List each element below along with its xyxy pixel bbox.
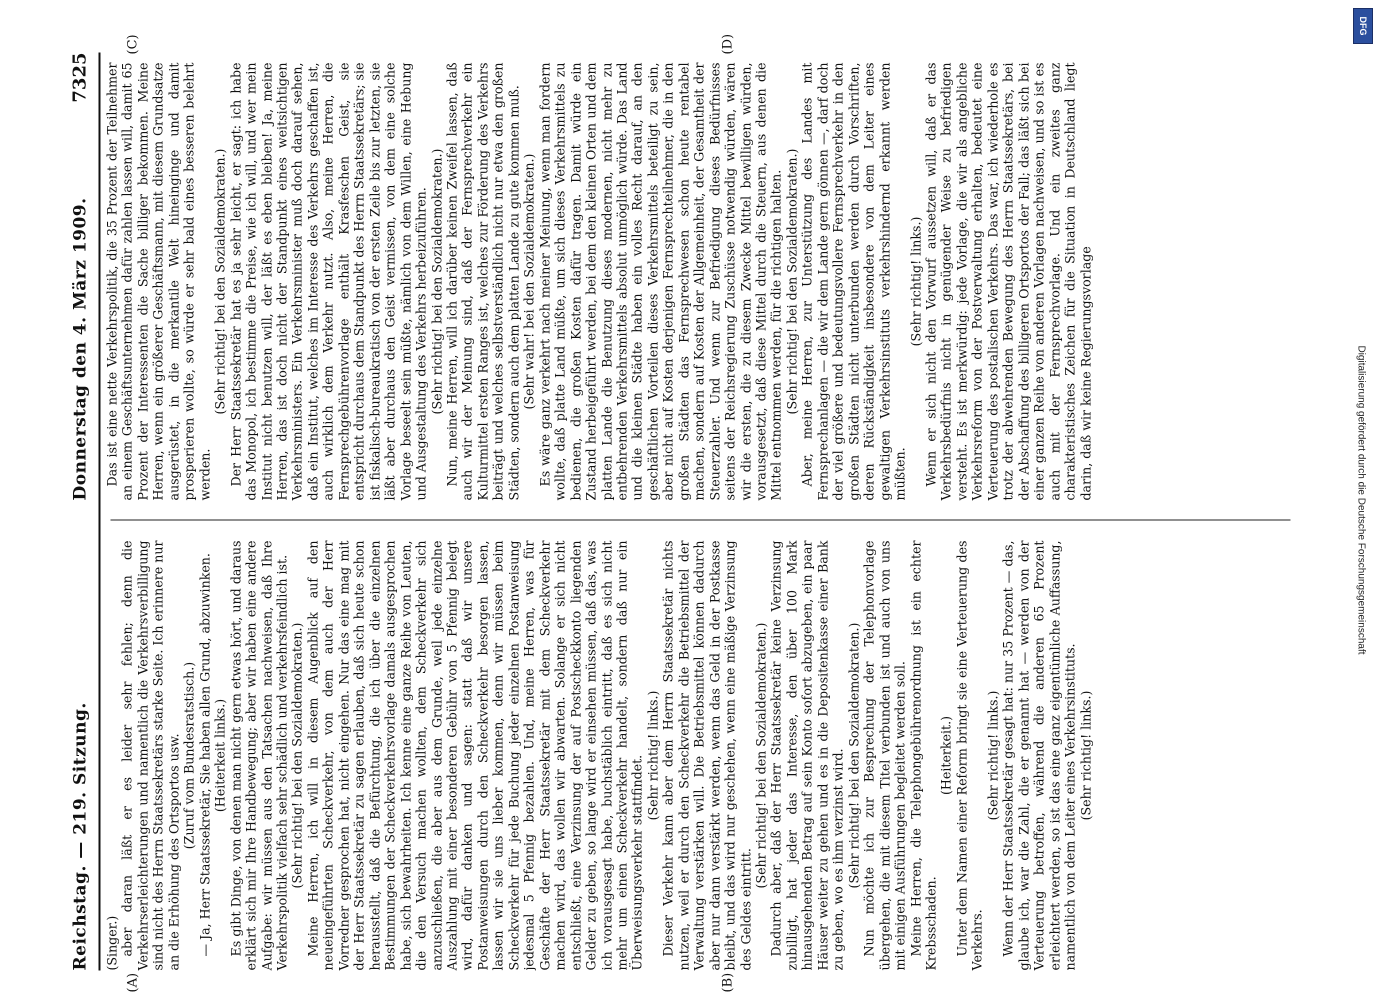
margin-marker-d: (D) <box>720 33 735 54</box>
paragraph: Der Herr Staatssekretär hat es ja sehr leicht, er sagt: ich habe das Monopol, ich bestimme die Preise, wie ich will, und wer mein Institut nicht benutzen will, der läßt es eben bleiben! Ja, meine Herren, das ist doch nicht der Standpunkt eines weitsichtigen Verkehrsministers. Ein Verkehrsminister muß doch darauf sehen, daß ein Institut, welches im Interesse des Verkehrs geschaffen ist, auch wirklich dem Verkehr nutzt. Also, meine Herren, die Fernsprechgebührenvorlage enthält Krasfeschen Geist, sie entspricht durchaus dem Standpunkt des Herrn Staatssekretärs; sie ist fiskalisch-bureaukratisch von der ersten Zeile bis zur letzten, sie läßt aber durchaus den Geist vermissen, von dem eine solche Vorlage beseelt sein müßte, nämlich von dem Willen, eine Hebung und Ausgestaltung des Verkehrs herbeizuführen. <box>227 62 429 500</box>
paragraph: aber daran läßt er es leider sehr fehlen; denn die Verkehrserleichterungen und namentlich die Verkehrsverbilligung sind nicht des Herrn Staatssekretärs starke Seite. Ich erinnere nur an die Erhöhung des Ortsportos usw. <box>119 540 181 970</box>
paragraph: Unter dem Namen einer Reform bringt sie eine Verteuerung des Verkehrs. <box>953 540 985 970</box>
page-header <box>58 52 100 970</box>
paragraph: Dadurch aber, daß der Herr Staatssekretär keine Verzinsung zubilligt, hat jeder das Interesse, den über 100 Mark hinausgehenden Betrag auf sein Konto sofort abzugeben, ein paar Häuser weiter zu gehen und es in die Depositenkasse einer Bank zu geben, wo es ihm verzinst wird. <box>768 540 846 970</box>
interjection: (Heiterkeit.) <box>938 715 954 795</box>
paragraph: Wenn der Herr Staatssekretär gesagt hat: nur 35 Prozent — das, glaube ich, war die Zahl, die er genannt hat — werden von der Verteuerung betroffen, während die anderen 65 Prozent erleichtert werden, so ist das eine ganz eigentümliche Auffassung, namentlich von dem Leiter eines Verkehrsinstituts. <box>1000 540 1078 970</box>
digitization-note <box>1353 200 1369 800</box>
margin-marker-a: (A) <box>125 972 140 992</box>
interjection: (Sehr richtig! bei den Sozialdemokraten.) <box>289 622 305 888</box>
paragraph: (Singer.) <box>104 915 119 970</box>
interjection: (Sehr richtig! bei den Sozialdemokraten.) <box>845 622 861 888</box>
interjection: (Sehr richtig! bei den Sozialdemokraten.) <box>428 148 444 414</box>
paragraph: Wenn er sich nicht den Vorwurf aussetzen will, daß er das Verkehrsbedürfnis nicht in genügender Weise zu befriedigen versteht. Es ist merkwürdig: jede Vorlage, die wir als angebliche Verkehrsreform von der Postverwaltung erhalten, bedeutet eine Verteuerung des postalischen Verkehrs. Das war, ich wiederhole es trotz der abwehrenden Bewegung des Herrn Staatssekretärs, bei der Abschaffung des billigeren Ortsportos der Fall; das läßt sich bei einer ganzen Reihe von anderen Vorlagen nachweisen, und so ist es auch mit der Fernsprechvorlage. Und ein zweites ganz charakteristisches Zeichen für die Situation in Deutschland liegt darin, daß wir keine Regierungsvorlage <box>923 62 1093 500</box>
interjection: (Sehr richtig! links.) <box>644 690 660 820</box>
margin-marker-c: (C) <box>125 33 140 54</box>
interjection: (Heiterkeit links.) <box>212 698 228 812</box>
dfg-logo-text: DFG <box>1358 16 1368 36</box>
dfg-logo <box>1353 8 1373 44</box>
header-left: Reichstag. — 219. Sitzung. <box>70 701 90 970</box>
margin-marker-b: (B) <box>720 972 735 992</box>
header-date: Donnerstag den 4. März 1909. <box>70 196 90 500</box>
paragraph: Es wäre ganz verkehrt nach meiner Meinung, wenn man fordern wollte, daß platte Land müßte, um sich dieses Verkehrsmittels zu bedienen, die großen Kosten dafür tragen. Damit würde ein Zustand herbeigeführt werden, bei dem den kleinen Orten und dem platten Lande die Benutzung dieses modernen, nicht mehr zu entbehrenden Verkehrsmittels absolut unmöglich würde. Das Land und die kleinen Städte haben ein volles Recht darauf, an den geschäftlichen Vorteilen dieses Verkehrsmittels beteiligt zu sein, aber nicht auf Kosten derjenigen Fernsprechteilnehmer, die in den großen Städten das Fernsprechwesen schon heute rentabel machen, sondern auf Kosten der Allgemeinheit, der Gesamtheit der Steuerzahler. Und wenn zur Befriedigung dieses Bedürfnisses seitens der Reichsregierung Zuschüsse notwendig würden, wären wir die ersten, die zu diesem Zwecke Mittel bewilligen würden, vorausgesetzt, daß diese Mittel durch die Steuern, aus denen die Mittel entnommen werden, für die richtigen halten. <box>536 62 784 500</box>
paragraph: Es gibt Dinge, von denen man nicht gern etwas hört, und daraus erklärt sich mir Ihre Handbewegung; aber wir haben eine andere Aufgabe: wir müssen aus den Tatsachen nachweisen, daß Ihre Verkehrspolitik vielfach sehr schädlich und verkehrsfeindlich ist. <box>227 540 289 970</box>
paragraph: Dieser Verkehr kann aber dem Herrn Staatssekretär nichts nutzen, weil er durch den Scheckverkehr die Betriebsmittel der Verwaltung verstärken will. Die Betriebsmittel können dadurch aber nur dann verstärkt werden, wenn das Geld in der Postkasse bleibt, und das wird nur geschehen, wenn eine mäßige Verzinsung des Geldes eintritt. <box>660 540 753 970</box>
interjection: (Sehr richtig! links.) <box>984 690 1000 820</box>
interjection: (Sehr richtig! bei den Sozialdemokraten.) <box>753 622 769 888</box>
paragraph: Meine Herren, ich will in diesem Augenblick auf den neueingeführten Scheckverkehr, von dem auch der Herr Vorredner gesprochen hat, nicht eingehen. Nur das eine mag mit der Herr Staatssekretär zu sagen erlauben, daß sich heute schon herausstellt, daß die Befürchtung, die ich über die einzelnen Bestimmungen der Scheckverkehrsvorlage damals ausgesprochen habe, sich bewahrheiten. Ich kenne eine ganze Reihe von Leuten, die den Versuch machen wollten, dem Scheckverkehr sich anzuschließen, die aber aus dem Grunde, weil jede einzelne Auszahlung mit einer besonderen Gebühr von 5 Pfennig belegt wird, dafür danken und sagen: statt daß wir unsere Postanweisungen durch den Scheckverkehr besorgen lassen, lassen wir sie uns lieber kommen, denn wir müssen beim Scheckverkehr für jede Buchung jeder einzelnen Postanweisung jedesmal 5 Pfennig bezahlen. Und, meine Herren, was für Geschäfte der Herr Staatssekretär mit dem Scheckverkehr machen wird, das wollen wir abwarten. Solange er sich nicht entschließt, eine Verzinsung der auf Postscheckkonto liegenden Gelder zu geben, so lange wird er einsehen müssen, daß das, was ich vorausgesagt habe, buchstäblich eintritt, daß es sich nicht mehr um einen Scheckverkehr handelt, sondern daß nur ein Überweisungsverkehr stattfindet. <box>304 540 645 970</box>
right-column <box>104 62 1294 500</box>
paragraph: Aber, meine Herren, zur Unterstützung des Landes mit Fernsprechanlagen — die wir dem Lande gern gönnen —, darf doch der viel größere und bedeutungsvollere Fernsprechverkehr in den großen Städten nicht unterbunden werden durch Vorschriften, deren Rückständigkeit insbesondere von dem Leiter eines gewaltigen Verkehrsinstituts verkehrshindernd erkannt werden müßten. <box>799 62 908 500</box>
digitization-note-text: Digitalisierung gefördert durch die Deutsche Forschungsgemeinschaft <box>1355 345 1367 655</box>
paragraph: — Ja, Herr Staatssekretär, Sie haben allen Grund, abzuwinken. <box>196 552 212 956</box>
interjection: (Zuruf vom Bundesratstisch.) <box>181 661 197 849</box>
paragraph: Nun möchte ich zur Besprechung der Telephonvorlage übergehen, die mit diesem Titel verbunden ist und auch von uns mit einigen Ausführungen begleitet werden soll. <box>861 540 908 970</box>
interjection: (Sehr wahr! bei den Sozialdemokraten.) <box>521 153 537 409</box>
column-divider <box>110 519 1290 520</box>
interjection: (Sehr richtig! links.) <box>1077 690 1093 820</box>
paragraph: Das ist eine nette Verkehrspolitik, die 35 Prozent der Teilnehmer an einem Geschäftsunternehmen dafür zahlen lassen will, damit 65 Prozent der Interessenten die Sache billiger bekommen. Meine Herren, wenn ein größerer Geschäftsmann, mit diesem Grundsatze ausgerüstet, in die merkantile Welt hineinginge und damit prosperieren wollte, so würde er sehr bald eines besseren belehrt werden. <box>104 62 212 500</box>
page-number: 7325 <box>69 52 90 103</box>
interjection: (Sehr richtig! bei den Sozialdemokraten.) <box>212 148 228 414</box>
interjection: (Sehr richtig! links.) <box>907 216 923 346</box>
interjection: (Sehr richtig! bei den Sozialdemokraten.) <box>783 148 799 414</box>
left-column <box>104 540 1294 970</box>
paragraph: Nun, meine Herren, will ich darüber keinen Zweifel lassen, daß auch wir der Meinung sind, daß der Fernsprechverkehr ein Kulturmittel ersten Ranges ist, welches zur Förderung des Verkehrs beiträgt und welches selbstverständlich nicht nur etwa den großen Städten, sondern auch dem platten Lande zu gute kommen muß. <box>443 62 521 500</box>
paragraph: Meine Herren, die Telephongebührenordnung ist ein echter Krebsschaden. <box>907 540 939 970</box>
